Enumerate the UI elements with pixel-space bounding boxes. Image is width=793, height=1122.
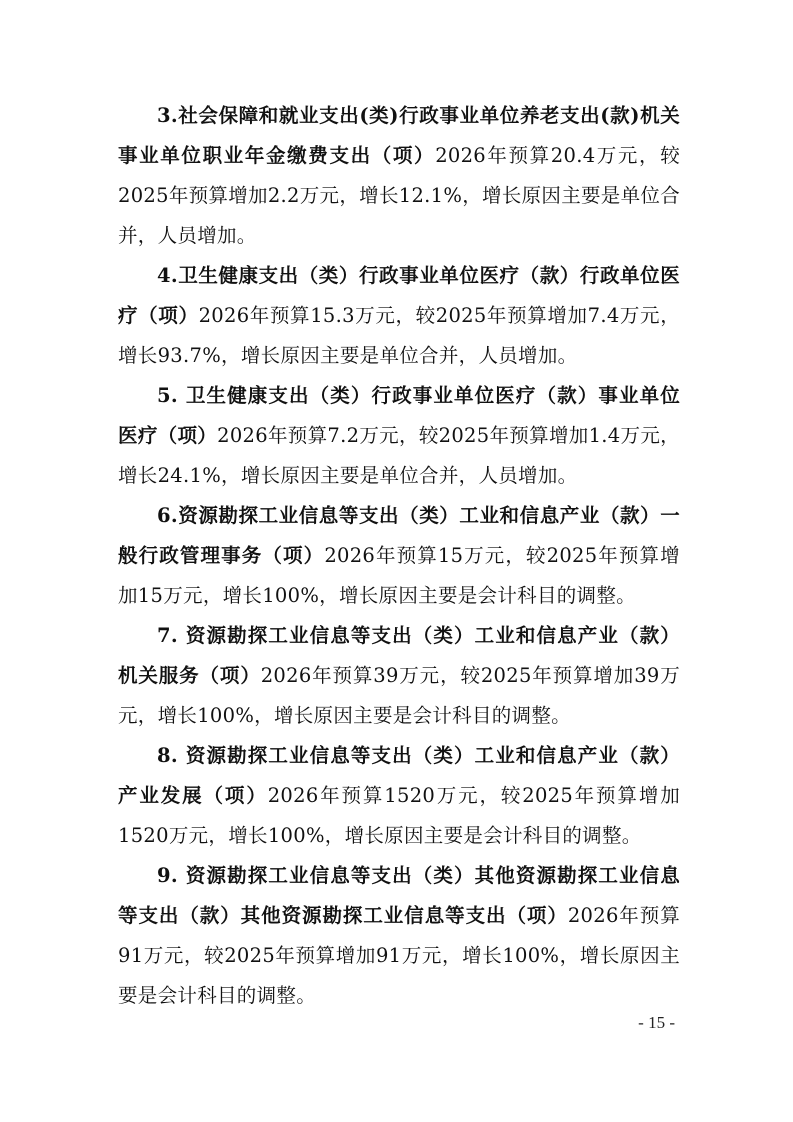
paragraph-text: 2026年预算15.3万元，较2025年预算增加7.4万元，增长93.7%，增长原因主要是单位合并，人员增加。 — [118, 304, 681, 367]
page-number: - 15 - — [638, 1013, 675, 1032]
paragraph-text: 2026年预算1520万元，较2025年预算增加1520万元，增长100%，增长原因主要是会计科目的调整。 — [118, 784, 681, 847]
paragraph-text: 2026年预算20.4万元，较2025年预算增加2.2万元，增长12.1%，增长原因主要是单位合并，人员增加。 — [118, 144, 680, 247]
paragraph-heading: 9. 资源勘探工业信息等支出（类）其他资源勘探工业信息等支出（款）其他资源勘探工业信息等支出（项） — [118, 864, 680, 927]
paragraph-text: 2026年预算15万元，较2025年预算增加15万元，增长100%，增长原因主要是会计科目的调整。 — [118, 544, 680, 607]
paragraph-heading: 7. 资源勘探工业信息等支出（类）工业和信息产业（款）机关服务（项） — [118, 624, 680, 687]
paragraph-text: 2026年预算39万元，较2025年预算增加39万元，增长100%，增长原因主要是会计科目的调整。 — [118, 664, 680, 727]
paragraph-7 — [118, 616, 680, 736]
paragraph-8 — [118, 736, 680, 856]
paragraph-6 — [118, 496, 680, 616]
paragraph-heading: 8. 资源勘探工业信息等支出（类）工业和信息产业（款）产业发展（项） — [118, 744, 680, 807]
paragraph-3 — [118, 96, 680, 256]
paragraph-text: 2026年预算91万元，较2025年预算增加91万元，增长100%，增长原因主要是会计科目的调整。 — [118, 904, 680, 1007]
paragraph-9 — [118, 856, 680, 1016]
document-body — [118, 96, 680, 1016]
paragraph-heading: 6.资源勘探工业信息等支出（类）工业和信息产业（款）一般行政管理事务（项） — [118, 504, 680, 567]
paragraph-heading: 5. 卫生健康支出（类）行政事业单位医疗（款）事业单位医疗（项） — [118, 384, 680, 447]
paragraph-heading: 4.卫生健康支出（类）行政事业单位医疗（款）行政单位医疗（项） — [118, 264, 680, 327]
paragraph-4 — [118, 256, 680, 376]
paragraph-heading: 3.社会保障和就业支出(类)行政事业单位养老支出(款)机关事业单位职业年金缴费支出（项） — [118, 104, 680, 167]
paragraph-text: 2026年预算7.2万元，较2025年预算增加1.4万元，增长24.1%，增长原因主要是单位合并，人员增加。 — [118, 424, 680, 487]
paragraph-5 — [118, 376, 680, 496]
